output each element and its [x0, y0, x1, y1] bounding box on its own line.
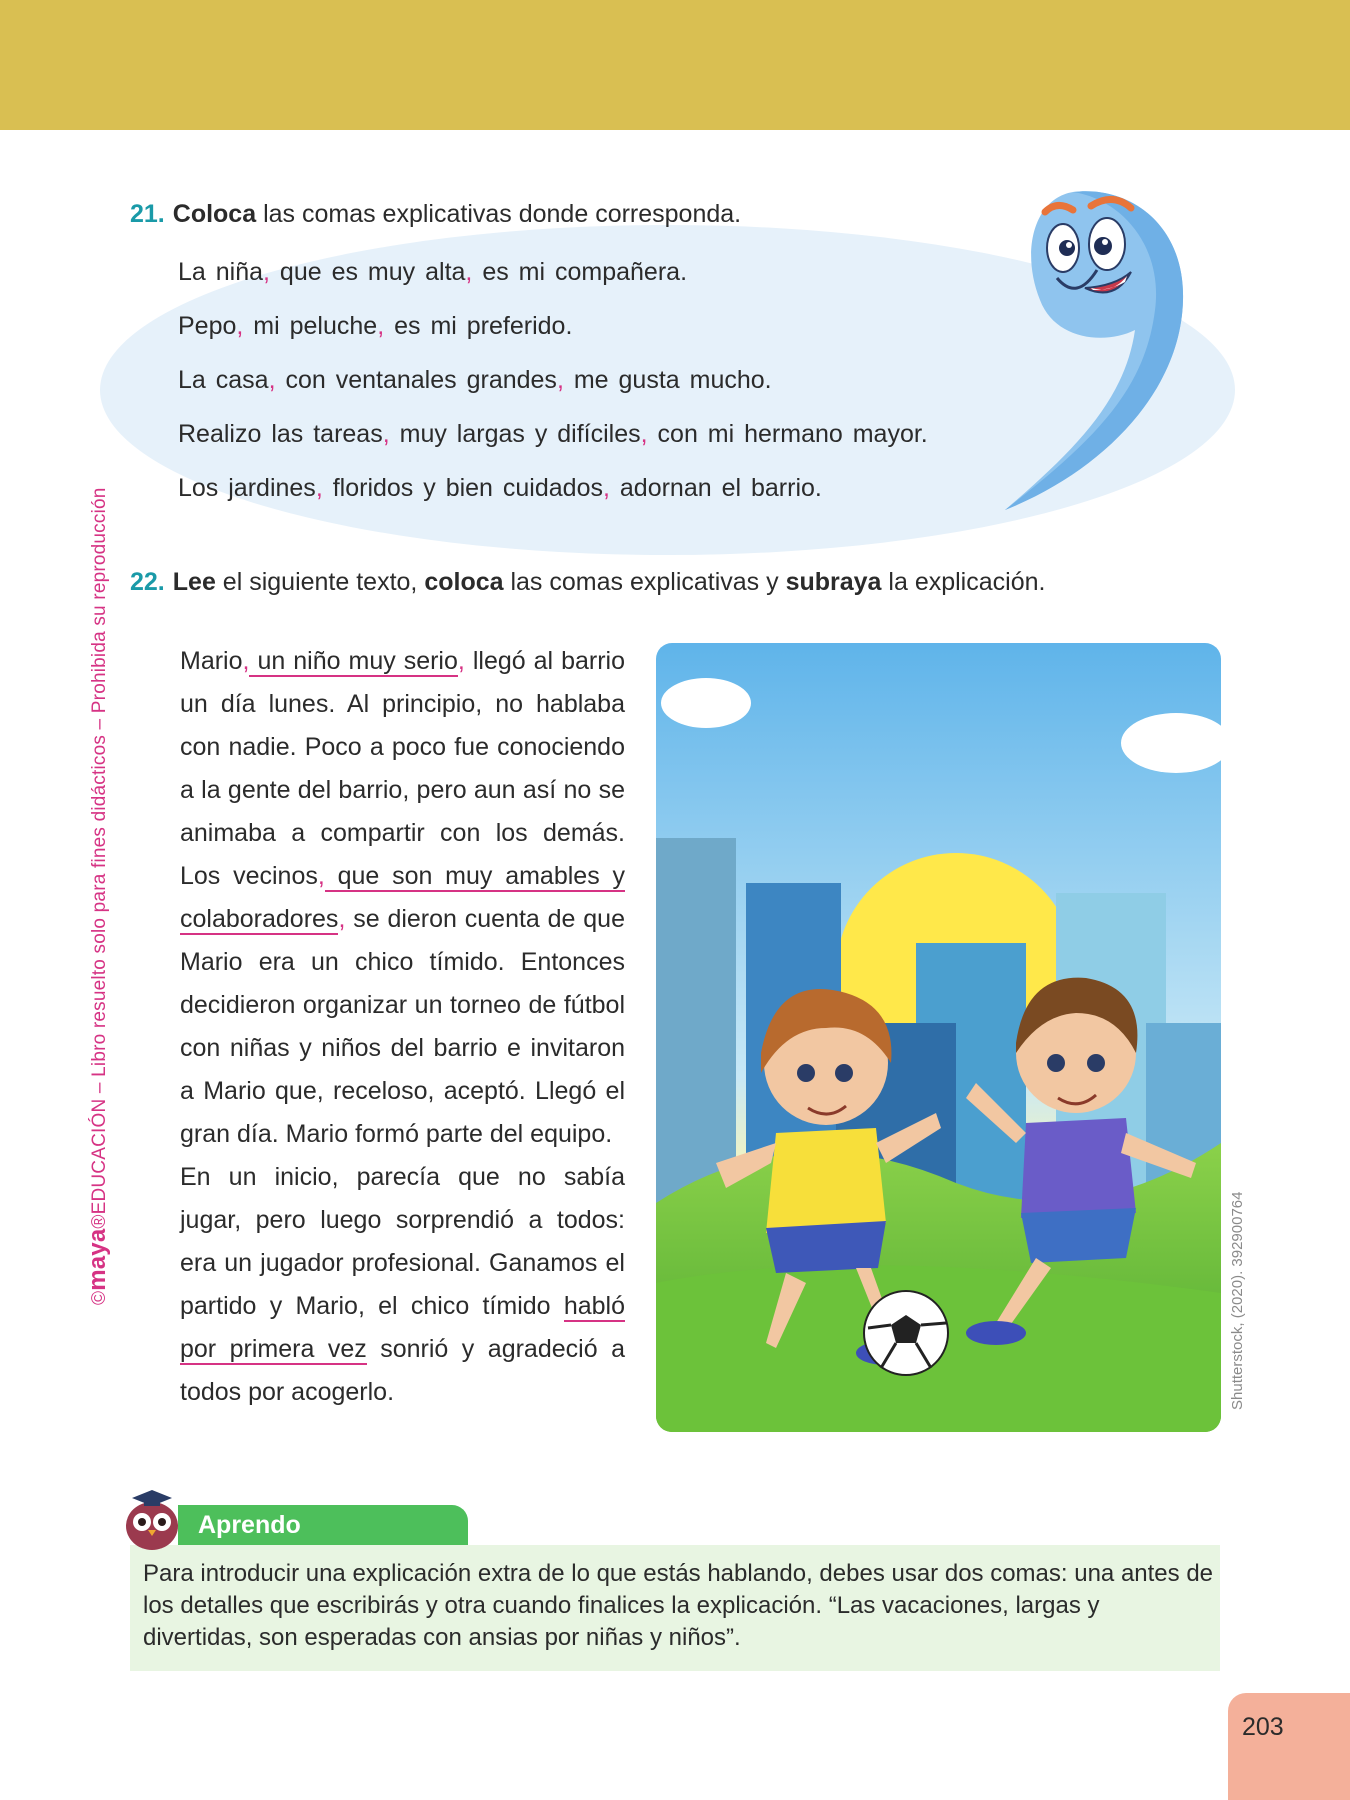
underlined-explanation-2: que son muy amables y colaboradores [180, 862, 625, 933]
top-color-band [0, 0, 1350, 130]
page-number: 203 [1242, 1713, 1284, 1741]
exercise-21-number: 21. [130, 200, 165, 228]
mario-story-text [180, 640, 625, 1414]
sentence-1: La niña, que es muy alta, es mi compañera. [178, 258, 688, 286]
aprendo-text: Para introducir una explicación extra de lo que estás hablando, debes usar dos comas: una antes de los detalles que escribirás y otra cuando finalices la explicación. “Las vacaciones, largas y divertidas, son esperadas con ansias por niñas y niños”. [143, 1560, 1214, 1651]
copyright-side-note: ©maya®EDUCACIÓN – Libro resuelto solo para fines didácticos – Prohibida su reproducción [84, 487, 111, 1305]
sentence-5: Los jardines, floridos y bien cuidados, adornan el barrio. [178, 474, 822, 502]
comma-mascot-illustration [995, 190, 1195, 520]
exercise-21-sentences [178, 255, 928, 525]
story-paragraph-2: En un inicio, parecía que no sabía jugar, pero luego sorprendió a todos: era un jugador profesional. Ganamos el partido y Mario, el chico tímido habló por primera vez sonrió y agradeció a todos por acogerlo. [180, 1163, 625, 1406]
underlined-explanation-3: habló por primera vez [180, 1292, 625, 1363]
maya-logo: maya [84, 1228, 111, 1291]
kids-playing-soccer-illustration [656, 643, 1221, 1432]
sentence-3: La casa, con ventanales grandes, me gusta mucho. [178, 366, 772, 394]
underlined-explanation-1: un niño muy serio [249, 647, 458, 675]
page-number-tab [1228, 1693, 1350, 1800]
image-credit: Shutterstock, (2020). 392900764 [1229, 1191, 1246, 1410]
aprendo-title: Aprendo [198, 1511, 301, 1539]
sentence-2: Pepo, mi peluche, es mi preferido. [178, 312, 573, 340]
exercise-22-instruction: 22. Lee el siguiente texto, coloca las comas explicativas y subraya la explicación. [130, 568, 1046, 596]
sentence-4: Realizo las tareas, muy largas y difíciles, con mi hermano mayor. [178, 420, 928, 448]
story-paragraph-1: Mario, un niño muy serio, llegó al barrio un día lunes. Al principio, no hablaba con nadie. Poco a poco fue conociendo a la gente del barrio, pero aun así no se animaba a compartir con los demás. Los vecinos, que son muy amables y colaboradores, se dieron cuenta de que Mario era un chico tímido. Entonces decidieron organizar un torneo de fútbol con niñas y niños del barrio e invitaron a Mario que, receloso, aceptó. Llegó el gran día. Mario formó parte del equipo. [180, 647, 626, 1148]
owl-icon [118, 1484, 186, 1552]
exercise-21-instruction: 21. Coloca las comas explicativas donde corresponda. [130, 200, 742, 228]
exercise-22-number: 22. [130, 568, 165, 596]
